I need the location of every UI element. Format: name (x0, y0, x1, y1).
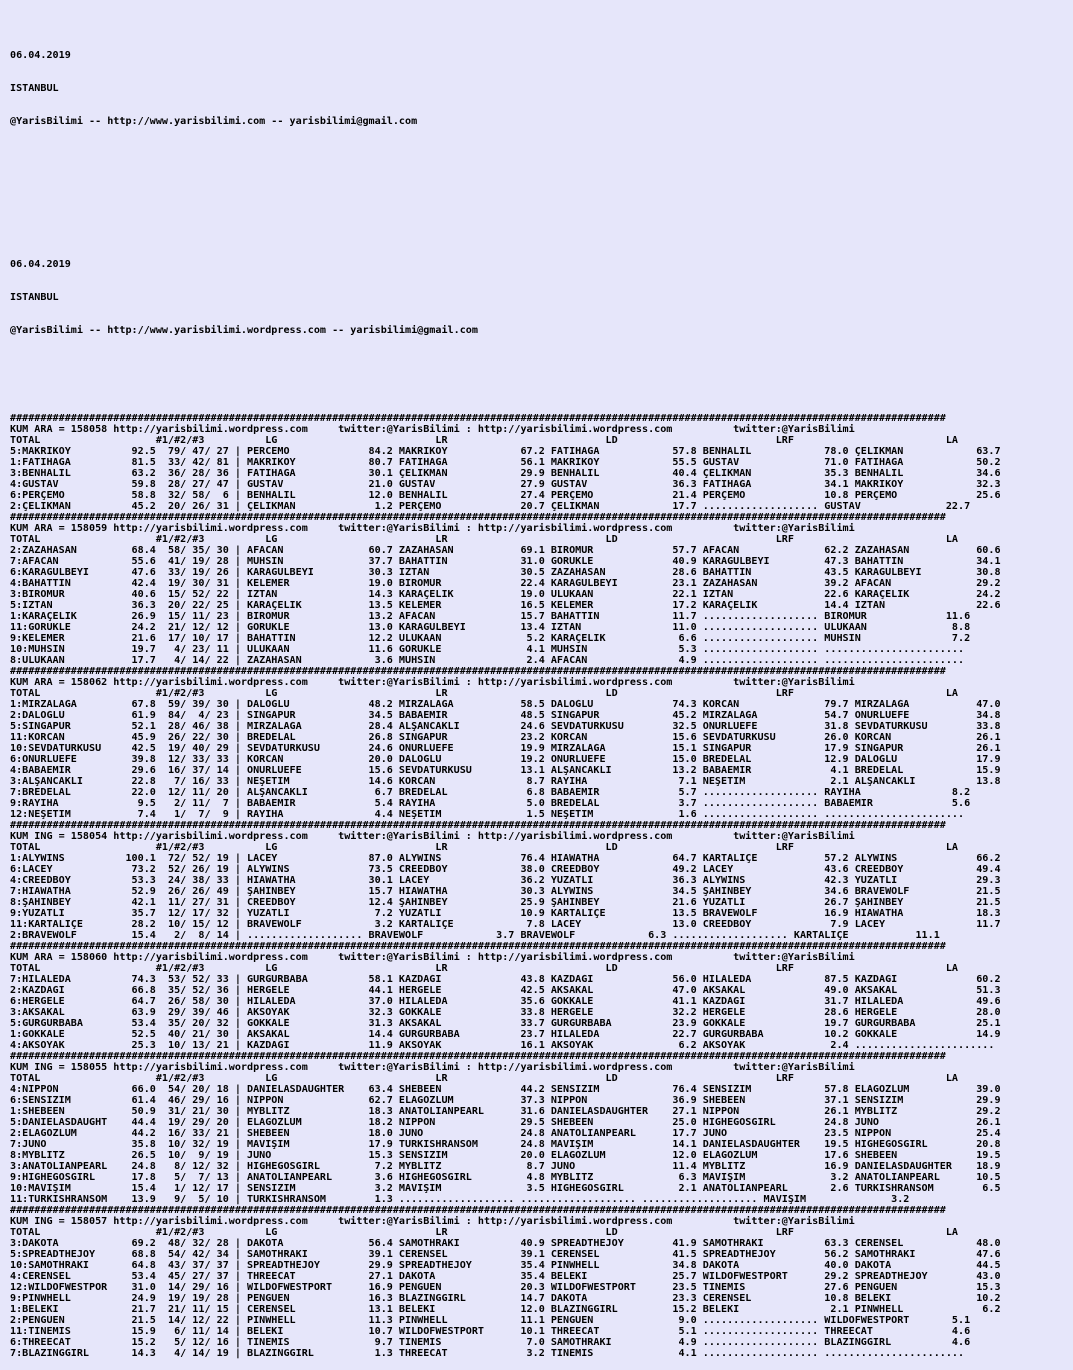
table-row: 2:KAZDAĞI 66.8 35/ 52/ 36 | HERGELE 44.1 HERGELE 42.5 AKSAKAL 47.0 AKSAKAL 49.0 AKSAKAL 51.3 (10, 985, 1001, 996)
table-row: 9:KELEMER 21.6 17/ 10/ 17 | BAHATTİN 12.2 ULUKAAN 5.2 KARAÇELİK 6.6 ................... MUHSİN 7.2 (10, 633, 971, 644)
table-row: 11:KARTALİÇE 28.2 10/ 15/ 12 | BRAVEWOLF 3.2 KARTALİÇE 7.8 LACEY 13.0 CREEDBOY 7.9 LACEY 11.7 (10, 919, 1001, 930)
table-row: 7:HİLALEDA 74.3 53/ 52/ 33 | GÜRGÜRBABA 58.1 KAZDAĞI 43.8 KAZDAĞI 56.0 HİLALEDA 87.5 KAZDAĞI 60.2 (10, 974, 1001, 985)
table-row: 2:DALOĞLU 61.9 84/ 4/ 23 | SİNGAPUR 34.5 BABAEMİR 48.5 SİNGAPUR 45.2 MİRZALAĞA 54.7 ONURLUEFE 34.8 (10, 710, 1001, 721)
table-row: 2:ÇELİKMAN 45.2 20/ 26/ 31 | ÇELİKMAN 1.2 PERÇEMO 20.7 ÇELİKMAN 17.7 ................... GUSTAV 22.7 (10, 501, 971, 512)
separator-line: ########################################################################################################################################################## (10, 1205, 946, 1216)
race-title: KUM ARA = 158060 http://yarisbilimi.wordpress.com twitter:@YarisBilimi : http://yarisbilimi.wordpress.com twitter:@YarisBilimi (10, 952, 855, 963)
table-row: 8:ŞAHİNBEY 42.1 11/ 27/ 31 | CREEDBOY 12.4 ŞAHİNBEY 25.9 ŞAHİNBEY 21.6 YÜZATLI 26.7 ŞAHİNBEY 21.5 (10, 897, 1001, 908)
table-row: 5:İZTAN 36.3 20/ 22/ 25 | KARAÇELİK 13.5 KELEMER 16.5 KELEMER 17.2 KARAÇELİK 14.4 İZTAN 22.6 (10, 600, 1001, 611)
race-table (10, 941, 1070, 1051)
table-row: 5:DANIELASDAUGHT 44.4 19/ 29/ 20 | ELAGÖZLÜM 18.2 NIPPON 29.5 SHEBEEN 25.0 HIGHEGOSGIRL 24.8 JUNO 26.1 (10, 1117, 1001, 1128)
race-title: KUM ARA = 158062 http://yarisbilimi.wordpress.com twitter:@YarisBilimi : http://yarisbilimi.wordpress.com twitter:@YarisBilimi (10, 677, 855, 688)
race-table (10, 413, 1070, 512)
table-row: 1:SHEBEEN 50.9 31/ 21/ 30 | MYBLITZ 18.3 ANATOLIANPEARL 31.6 DANIELASDAUGHTER 27.1 NIPPON 26.1 MYBLITZ 29.2 (10, 1106, 1001, 1117)
table-row: 12:NEŞETİM 7.4 1/ 7/ 9 | RAYİHA 4.4 NEŞETİM 1.5 NEŞETİM 1.6 ................... ....................... (10, 809, 965, 820)
table-row: 9:RAYİHA 9.5 2/ 11/ 7 | BABAEMİR 5.4 RAYİHA 5.0 BREDELAL 3.7 ................... BABAEMİR 5.6 (10, 798, 971, 809)
column-headers: TOTAL #1/#2/#3 LG LR LD LRF LA (10, 963, 959, 974)
race-table (10, 666, 1070, 820)
table-row: 4:CERENSEL 53.4 45/ 27/ 37 | THREECAT 27.1 DAKOTA 35.4 BELEKİ 25.7 WILDOFWESTPORT 29.2 SPREADTHEJOY 43.0 (10, 1271, 1001, 1282)
race-tables (10, 413, 1070, 1359)
column-headers: TOTAL #1/#2/#3 LG LR LD LRF LA (10, 534, 959, 545)
table-row: 8:MYBLITZ 26.5 10/ 9/ 19 | JUNO 15.3 SENSİZİM 20.0 ELAGÖZLÜM 12.0 ELAGÖZLÜM 17.6 SHEBEEN 19.5 (10, 1150, 1001, 1161)
table-row: 11:GÖRÜKLE 24.2 21/ 12/ 12 | GÖRÜKLE 13.0 KARAGÜLBEYİ 13.4 İZTAN 11.0 ................... ULUKAAN 8.8 (10, 622, 971, 633)
table-row: 1:KARAÇELİK 26.9 15/ 11/ 23 | BİRÖMÜR 13.2 AFACAN 15.7 BAHATTİN 11.7 ................... BİRÖMÜR 11.6 (10, 611, 971, 622)
header-date: 06.04.2019 (10, 50, 71, 61)
table-row: 11:TİNEMİS 15.9 6/ 11/ 14 | BELEKİ 10.7 WILDOFWESTPORT 10.1 THREECAT 5.1 ................... THREECAT 4.6 (10, 1326, 971, 1337)
table-row: 4:BABAEMİR 29.6 16/ 37/ 14 | ONURLUEFE 15.6 SEVDATÜRKÜSÜ 13.1 ALŞANCAKLI 13.2 BABAEMİR 4.1 BREDELAL 15.9 (10, 765, 1001, 776)
table-row: 2:PENGUEN 21.5 14/ 12/ 22 | PINWHELL 11.3 PINWHELL 11.1 PENGUEN 9.0 ................... WILDOFWESTPORT 5.1 (10, 1315, 971, 1326)
table-row: 3:ALŞANCAKLI 22.8 7/ 16/ 33 | NEŞETİM 14.6 KORCAN 8.7 RAYİHA 7.1 NEŞETİM 2.1 ALŞANCAKLI 13.8 (10, 776, 1001, 787)
table-row: 8:ULUKAAN 17.7 4/ 14/ 22 | ZAZAHASAN 3.6 MUHSİN 2.4 AFACAN 4.9 ................... ....................... (10, 655, 965, 666)
table-row: 10:SEVDATÜRKÜSÜ 42.5 19/ 40/ 29 | SEVDATÜRKÜSÜ 24.6 ONURLUEFE 19.9 MİRZALAĞA 15.1 SİNGAPUR 17.9 SİNGAPUR 26.1 (10, 743, 1001, 754)
table-row: 9:YÜZATLI 35.7 12/ 17/ 32 | YÜZATLI 7.2 YÜZATLI 10.9 KARTALİÇE 13.5 BRAVEWOLF 16.9 HIAWATHA 18.3 (10, 908, 1001, 919)
table-row: 7:BLAZINGGIRL 14.3 4/ 14/ 19 | BLAZINGGIRL 1.3 THREECAT 3.2 TİNEMİS 4.1 ................... ....................... (10, 1348, 965, 1359)
document-body (10, 6, 1070, 1370)
table-row: 1:GÖKKALE 52.5 40/ 21/ 30 | AKSAKAL 14.4 GÜRGÜRBABA 23.7 HİLALEDA 22.7 GÜRGÜRBABA 10.2 GÖKKALE 14.9 (10, 1029, 1001, 1040)
header-city: ISTANBUL (10, 292, 59, 303)
table-row: 6:THREECAT 15.2 5/ 12/ 16 | TİNEMİS 9.7 TİNEMİS 7.0 SAMOTHRAKI 4.9 ................... BLAZINGGIRL 4.6 (10, 1337, 971, 1348)
table-row: 10:MAVİŞIM 15.4 1/ 12/ 17 | SENSİZİM 3.2 MAVİŞIM 3.5 HIGHEGOSGIRL 2.1 ANATOLIANPEARL 2.6 TURKISHRANSOM 6.5 (10, 1183, 1001, 1194)
header-block-1 (10, 28, 1070, 149)
table-row: 10:SAMOTHRAKI 64.8 43/ 37/ 37 | SPREADTHEJOY 29.9 SPREADTHEJOY 35.4 PINWHELL 34.8 DAKOTA 40.0 DAKOTA 44.5 (10, 1260, 1001, 1271)
table-row: 3:BENHALİL 63.2 36/ 28/ 36 | FATİHAĞA 30.1 ÇELİKMAN 29.9 BENHALİL 40.4 ÇELİKMAN 35.3 BENHALİL 34.6 (10, 468, 1001, 479)
table-row: 7:HIAWATHA 52.9 26/ 26/ 49 | ŞAHİNBEY 15.7 HIAWATHA 30.3 ALYWINS 34.5 ŞAHİNBEY 34.6 BRAVEWOLF 21.5 (10, 886, 1001, 897)
header-block-2 (10, 237, 1070, 358)
separator-line: ########################################################################################################################################################## (10, 941, 946, 952)
race-title: KUM ING = 158054 http://yarisbilimi.wordpress.com twitter:@YarisBilimi : http://yarisbilimi.wordpress.com twitter:@YarisBilimi (10, 831, 855, 842)
table-row: 7:BREDELAL 22.0 12/ 11/ 20 | ALŞANCAKLI 6.7 BREDELAL 6.8 BABAEMİR 5.7 ................... RAYİHA 8.2 (10, 787, 971, 798)
table-row: 9:HIGHEGOSGIRL 17.8 5/ 7/ 13 | ANATOLIANPEARL 3.6 HIGHEGOSGIRL 4.8 MYBLITZ 6.3 MAVİŞIM 3.2 ANATOLIANPEARL 10.5 (10, 1172, 1001, 1183)
table-row: 2:ELAGÖZLÜM 44.2 16/ 33/ 21 | SHEBEEN 18.0 JUNO 24.8 ANATOLIANPEARL 17.7 JUNO 23.5 NIPPON 25.4 (10, 1128, 1001, 1139)
separator-line: ########################################################################################################################################################## (10, 1051, 946, 1062)
race-title: KUM ARA = 158058 http://yarisbilimi.wordpress.com twitter:@YarisBilimi : http://yarisbilimi.wordpress.com twitter:@YarisBilimi (10, 424, 855, 435)
table-row: 5:SPREADTHEJOY 68.8 54/ 42/ 34 | SAMOTHRAKI 39.1 CERENSEL 39.1 CERENSEL 41.5 SPREADTHEJOY 56.2 SAMOTHRAKI 47.6 (10, 1249, 1001, 1260)
column-headers: TOTAL #1/#2/#3 LG LR LD LRF LA (10, 842, 959, 853)
table-row: 3:ANATOLIANPEARL 24.8 8/ 12/ 32 | HIGHEGOSGIRL 7.2 MYBLITZ 8.7 JUNO 11.4 MYBLITZ 16.9 DANIELASDAUGHTER 18.9 (10, 1161, 1001, 1172)
table-row: 11:TURKISHRANSOM 13.9 9/ 5/ 10 | TURKISHRANSOM 1.3 ................... ................... ................... MAVİŞIM 3.2 (10, 1194, 910, 1205)
blank-line (10, 204, 1070, 215)
race-table (10, 512, 1070, 666)
column-headers: TOTAL #1/#2/#3 LG LR LD LRF LA (10, 1227, 959, 1238)
separator-line: ########################################################################################################################################################## (10, 512, 946, 523)
table-row: 4:CREEDBOY 53.3 24/ 38/ 33 | HIAWATHA 30.1 LACEY 36.2 YÜZATLI 36.3 ALYWINS 42.3 YÜZATLI 29.3 (10, 875, 1001, 886)
table-row: 2:BRAVEWOLF 15.4 2/ 8/ 14 | ................... BRAVEWOLF 3.7 BRAVEWOLF 6.3 ................... KARTALİÇE 11.1 (10, 930, 940, 941)
table-row: 6:PERÇEMO 58.8 32/ 58/ 6 | BENHALİL 12.0 BENHALİL 27.4 PERÇEMO 21.4 PERÇEMO 10.8 PERÇEMO 25.6 (10, 490, 1001, 501)
table-row: 3:BİRÖMÜR 40.6 15/ 52/ 22 | İZTAN 14.3 KARAÇELİK 19.0 ULUKAAN 22.1 İZTAN 22.6 KARAÇELİK 24.2 (10, 589, 1001, 600)
table-row: 6:ONURLUEFE 39.8 12/ 33/ 33 | KORCAN 20.0 DALOĞLU 19.2 ONURLUEFE 15.0 BREDELAL 12.9 DALOĞLU 17.9 (10, 754, 1001, 765)
table-row: 10:MUHSİN 19.7 4/ 23/ 11 | ULUKAAN 11.6 GÖRÜKLE 4.1 MUHSİN 5.3 ................... ....................... (10, 644, 965, 655)
table-row: 1:FATİHAĞA 81.5 33/ 42/ 81 | MAKRİKÖY 80.7 FATİHAĞA 56.1 MAKRİKÖY 55.5 GUSTAV 71.0 FATİHAĞA 50.2 (10, 457, 1001, 468)
table-row: 6:KARAGÜLBEYİ 47.6 33/ 19/ 26 | KARAGÜLBEYİ 30.3 İZTAN 30.5 ZAZAHASAN 28.6 BAHATTİN 43.5 KARAGÜLBEYİ 30.8 (10, 567, 1001, 578)
header-contact: @YarisBilimi -- http://www.yarisbilimi.com -- yarisbilimi@gmail.com (10, 116, 418, 127)
table-row: 1:ALYWINS 100.1 72/ 52/ 19 | LACEY 87.0 ALYWINS 76.4 HIAWATHA 64.7 KARTALİÇE 57.2 ALYWINS 66.2 (10, 853, 1001, 864)
header-date: 06.04.2019 (10, 259, 71, 270)
column-headers: TOTAL #1/#2/#3 LG LR LD LRF LA (10, 1073, 959, 1084)
race-table (10, 820, 1070, 941)
table-row: 6:LACEY 73.2 52/ 26/ 19 | ALYWINS 73.5 CREEDBOY 38.0 CREEDBOY 49.2 LACEY 43.6 CREEDBOY 49.4 (10, 864, 1001, 875)
header-city: ISTANBUL (10, 83, 59, 94)
table-row: 12:WILDOFWESTPOR 31.0 14/ 29/ 16 | WILDOFWESTPORT 16.9 PENGUEN 20.3 WILDOFWESTPORT 23.5 TİNEMİS 27.6 PENGUEN 15.3 (10, 1282, 1001, 1293)
separator-line: ########################################################################################################################################################## (10, 666, 946, 677)
blank-line (10, 380, 1070, 391)
header-contact: @YarisBilimi -- http://www.yarisbilimi.wordpress.com -- yarisbilimi@gmail.com (10, 325, 478, 336)
blank-line (10, 171, 1070, 182)
separator-line: ########################################################################################################################################################## (10, 820, 946, 831)
table-row: 9:PINWHELL 24.9 19/ 19/ 28 | PENGUEN 16.3 BLAZINGGIRL 14.7 DAKOTA 23.3 CERENSEL 10.8 BELEKİ 10.2 (10, 1293, 1001, 1304)
race-title: KUM ING = 158055 http://yarisbilimi.wordpress.com twitter:@YarisBilimi : http://yarisbilimi.wordpress.com twitter:@YarisBilimi (10, 1062, 855, 1073)
race-title: KUM ING = 158057 http://yarisbilimi.wordpress.com twitter:@YarisBilimi : http://yarisbilimi.wordpress.com twitter:@YarisBilimi (10, 1216, 855, 1227)
table-row: 4:AKSOYAK 25.3 10/ 13/ 21 | KAZDAĞI 11.9 AKSOYAK 16.1 AKSOYAK 6.2 AKSOYAK 2.4 ....................... (10, 1040, 995, 1051)
table-row: 4:GUSTAV 59.8 28/ 27/ 47 | GUSTAV 21.0 GUSTAV 27.9 GUSTAV 36.3 FATİHAĞA 34.1 MAKRİKÖY 32.3 (10, 479, 1001, 490)
table-row: 4:BAHATTİN 42.4 19/ 30/ 31 | KELEMER 19.0 BİRÖMÜR 22.4 KARAGÜLBEYİ 23.1 ZAZAHASAN 39.2 AFACAN 29.2 (10, 578, 1001, 589)
table-row: 5:MAKRİKÖY 92.5 79/ 47/ 27 | PERCEMO 84.2 MAKRİKÖY 67.2 FATİHAĞA 57.8 BENHALİL 78.0 ÇELİKMAN 63.7 (10, 446, 1001, 457)
table-row: 1:BELEKİ 21.7 21/ 11/ 15 | CERENSEL 13.1 BELEKİ 12.0 BLAZINGGIRL 15.2 BELEKİ 2.1 PINWHELL 6.2 (10, 1304, 1001, 1315)
column-headers: TOTAL #1/#2/#3 LG LR LD LRF LA (10, 688, 959, 699)
table-row: 3:AKSAKAL 63.9 29/ 39/ 46 | AKSOYAK 32.3 GÖKKALE 33.8 HERGELE 32.2 HERGELE 28.6 HERGELE 28.0 (10, 1007, 1001, 1018)
race-table (10, 1205, 1070, 1359)
table-row: 4:NIPPON 66.0 54/ 20/ 18 | DANIELASDAUGHTER 63.4 SHEBEEN 44.2 SENSİZİM 76.4 SENSİZİM 57.8 ELAGÖZLÜM 39.0 (10, 1084, 1001, 1095)
column-headers: TOTAL #1/#2/#3 LG LR LD LRF LA (10, 435, 959, 446)
table-row: 6:HERGELE 64.7 26/ 58/ 30 | HİLALEDA 37.0 HİLALEDA 35.6 GÖKKALE 41.1 KAZDAĞI 31.7 HİLALEDA 49.6 (10, 996, 1001, 1007)
table-row: 5:SİNGAPUR 52.1 28/ 46/ 38 | MİRZALAĞA 28.4 ALŞANCAKLI 24.6 SEVDATÜRKÜSÜ 32.5 ONURLUEFE 31.8 SEVDATÜRKÜSÜ 33.8 (10, 721, 1001, 732)
table-row: 7:JUNO 35.8 10/ 32/ 19 | MAVİŞIM 17.9 TURKISHRANSOM 24.8 MAVİŞIM 14.1 DANIELASDAUGHTER 19.5 HIGHEGOSGIRL 20.8 (10, 1139, 1001, 1150)
table-row: 3:DAKOTA 69.2 48/ 32/ 28 | DAKOTA 56.4 SAMOTHRAKI 40.9 SPREADTHEJOY 41.9 SAMOTHRAKI 63.3 CERENSEL 48.0 (10, 1238, 1001, 1249)
table-row: 7:AFACAN 55.6 41/ 19/ 28 | MUHSİN 37.7 BAHATTİN 31.0 GÖRÜKLE 40.9 KARAGÜLBEYİ 47.3 BAHATTİN 34.1 (10, 556, 1001, 567)
table-row: 6:SENSİZİM 61.4 46/ 29/ 16 | NIPPON 62.7 ELAGÖZLÜM 37.3 NIPPON 36.9 SHEBEEN 37.1 SENSİZİM 29.9 (10, 1095, 1001, 1106)
table-row: 1:MİRZALAĞA 67.8 59/ 39/ 30 | DALOĞLU 48.2 MİRZALAĞA 58.5 DALOĞLU 74.3 KORCAN 79.7 MİRZALAĞA 47.0 (10, 699, 1001, 710)
table-row: 2:ZAZAHASAN 68.4 58/ 35/ 30 | AFACAN 60.7 ZAZAHASAN 69.1 BİRÖMÜR 57.7 AFACAN 62.2 ZAZAHASAN 60.6 (10, 545, 1001, 556)
race-title: KUM ARA = 158059 http://yarisbilimi.wordpress.com twitter:@YarisBilimi : http://yarisbilimi.wordpress.com twitter:@YarisBilimi (10, 523, 855, 534)
table-row: 11:KORCAN 45.9 26/ 22/ 30 | BREDELAL 26.8 SİNGAPUR 23.2 KORCAN 15.6 SEVDATÜRKÜSÜ 26.0 KORCAN 26.1 (10, 732, 1001, 743)
race-table (10, 1051, 1070, 1205)
separator-line: ########################################################################################################################################################## (10, 413, 946, 424)
table-row: 5:GÜRGÜRBABA 53.4 35/ 20/ 32 | GÖKKALE 31.3 AKSAKAL 33.7 GÜRGÜRBABA 23.9 GÖKKALE 19.7 GÜRGÜRBABA 25.1 (10, 1018, 1001, 1029)
